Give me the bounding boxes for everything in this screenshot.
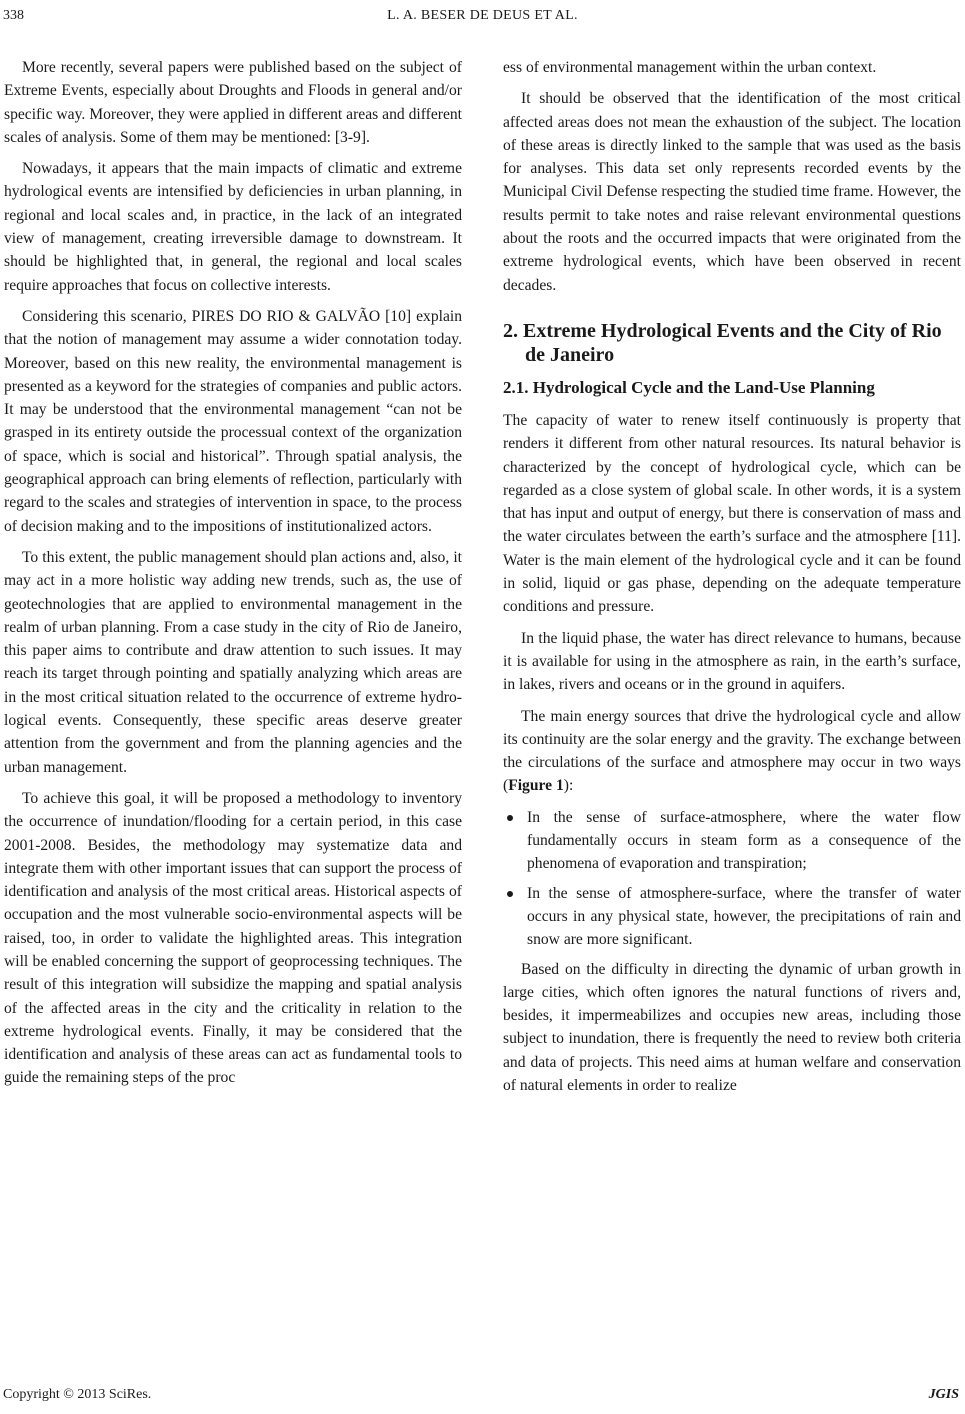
paragraph-public-management: To this extent, the public management should plan actions and, also, it may act in a more holistic way adding new trends, such as, the use of geotechnologies that are applied to environmental management in the realm of urban planning. From a case study in the city of Rio de Janeiro, this paper aims to contribute and draw attention to such issues. It may reach its target through pointing and spatially analyzing which areas are in the most critical situation related to the occurrence of extreme hydrological events. Consequently, these specific areas deserve greater attention from the government and from the planning agencies and the urban management. xyxy=(4,548,462,776)
bullet-list xyxy=(503,806,961,952)
copyright-notice: Copyright © 2013 SciRes. xyxy=(3,1387,152,1402)
list-item-text: In the sense of surface-atmosphere, where the water flow fundamentally occurs in steam form as a consequence of the phenomena of evaporation and transpiration; xyxy=(527,808,961,873)
paragraph-energy-sources xyxy=(503,705,961,798)
list-item xyxy=(503,806,961,876)
paragraph-critical-areas: It should be observed that the identification of the most critical affected areas does not mean the exhaustion of the subject. The location of these areas is directly linked to the sample that was used as the basis for analyses. This data set only represents recorded events by the Municipal Civil Defense respecting the studied time frame. However, the results permit to take notes and raise relevant environmental questions about the roots and the occurred impacts that were originated from the extreme hydrological events, which have been observed in recent decades. xyxy=(503,90,961,294)
right-column xyxy=(503,56,961,1105)
paragraph-urban-growth: Based on the difficulty in directing the dynamic of urban growth in large cities, which often ignores the natural functions of rivers and, besides, it impermeabilizes and occupies new areas, including those subject to inundation, there is frequently the need to review both criteria and data of projects. This need aims at human welfare and conservation of natural elements in order to realize xyxy=(503,960,961,1094)
paragraph-capacity: The capacity of water to renew itself continuously is property that renders it different from other natural resources. Its natural behavior is characterized by the concept of hydrological cycle, which can be regarded as a close system of global scale. In other words, it is a system that has input and output of energy, but there is conservation of mass and the water circulates between the earth’s surface and the atmosphere [11]. Water is the main element of the hydrological cycle and it can be found in solid, liquid or gas phase, depending on the adequate temperature conditions and pressure. xyxy=(503,411,961,616)
bullet-icon xyxy=(507,891,513,897)
journal-name: JGIS xyxy=(928,1387,959,1402)
paragraph-extreme-events: More recently, several papers were published based on the subject of Extreme Events, especially about Droughts and Floods in general and/or specific way. Moreover, they were applied in different areas and different scales of analysis. Some of them may be mentioned: [3-9]. xyxy=(4,59,462,146)
energy-text-tail: ): xyxy=(563,777,574,795)
page-header xyxy=(0,8,965,30)
left-column xyxy=(4,56,462,1098)
page-number: 338 xyxy=(3,8,24,23)
paragraph-scenario: Considering this scenario, PIRES DO RIO & GALVÃO [10] explain that the notion of management may assume a wider connotation today. Moreover, based on this new reality, the environmental management is presented as a keyword for the strategies of companies and public actors. It may be understood that the environmental management “can not be grasped in its entirety outside the processual context of the organization of space, which is social and historical”. Through spatial analysis, the geographical approach can bring elements of reflection, particularly with regard to the scales and strategies of intervention in space, to the process of decision making and to the impositions of institutionalized actors. xyxy=(4,307,462,535)
paragraph-continuation: ess of environmental management within the urban context. xyxy=(503,59,877,76)
subsection-heading: 2.1. Hydrological Cycle and the Land-Use Planning xyxy=(503,377,875,397)
paragraph-liquid-phase: In the liquid phase, the water has direct relevance to humans, because it is available for using in the atmosphere as rain, in the earth’s surface, in lakes, rivers and oceans or in the ground in aquifers. xyxy=(503,629,961,694)
figure-reference-link[interactable]: Figure 1 xyxy=(508,777,564,795)
paragraph-methodology: To achieve this goal, it will be proposed a methodology to inventory the occurrence of inundation/flooding for a certain period, in this case 2001-2008. Besides, the methodology may systematize data and integrate them with other important issues that can support the process of identification and analysis of the most critical areas. Historical aspects of occupation and the most vulnerable socio-environmental aspects will be raised, too, in order to validate the highlighted areas. This integration will be enabled concerning the support of geoprocessing techniques. The result of this integration will subsidize the mapping and spatial analysis of the affected areas in the city and the criticality in relation to the extreme hydrological events. Finally, it may be considered that the identification and analysis of these areas can act as fundamental tools to guide the remaining steps of the proc xyxy=(4,789,462,1087)
energy-text: The main energy sources that drive the hydrological cycle and allow its continuity are the solar energy and the gravity. The exchange between the circulations of the surface and atmosphere may occur in two ways ( xyxy=(503,707,961,795)
running-title: L. A. BESER DE DEUS ET AL. xyxy=(387,8,578,23)
section-heading: 2. Extreme Hydrological Events and the City of Rio de Janeiro xyxy=(503,319,942,366)
list-item-text: In the sense of atmosphere-surface, where the transfer of water occurs in any physical state, however, the precipitations of rain and snow are more significant. xyxy=(527,884,961,949)
bullet-icon xyxy=(507,815,513,821)
list-item xyxy=(503,882,961,952)
paragraph-main-impacts: Nowadays, it appears that the main impacts of climatic and extreme hydrological events are intensified by deficiencies in urban planning, in regional and local scales and, in practice, in the lack of an integrated view of management, creating irreversible damage to downstream. It should be highlighted that, in general, the regional and local scales require approaches that focus on collective interests. xyxy=(4,160,462,294)
